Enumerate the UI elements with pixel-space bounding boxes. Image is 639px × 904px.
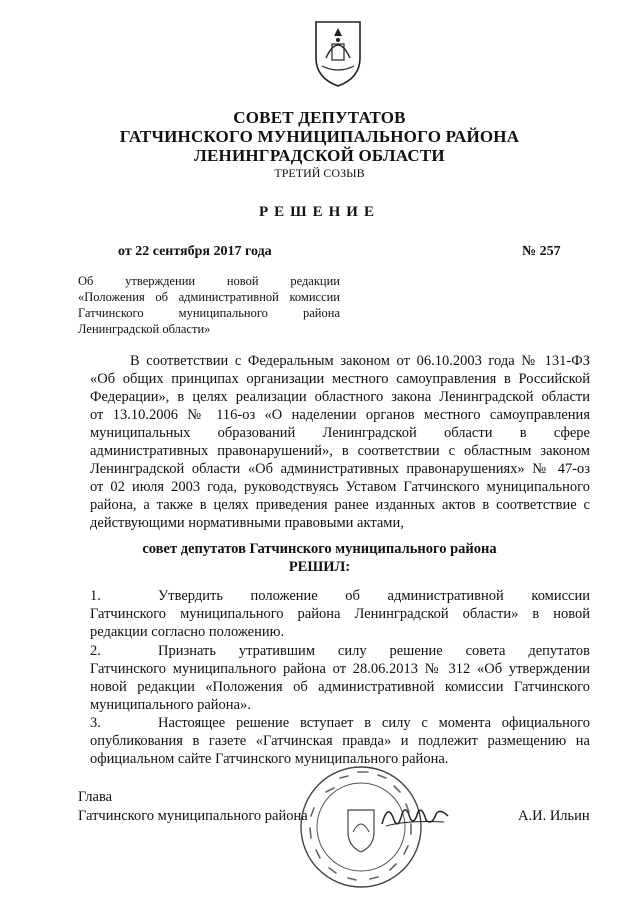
subject-line: Гатчинского муниципального района (78, 306, 340, 320)
item-line: муниципального района». (90, 697, 251, 713)
resolved-heading: РЕШИЛ: (288, 559, 351, 575)
decision-heading: РЕШЕНИЕ (259, 204, 380, 220)
decision-subject (78, 273, 340, 337)
decision-item-3 (90, 714, 590, 768)
preamble-line: Ленинградской области «Об административных правонарушениях» № 47-оз (90, 461, 590, 477)
preamble-line: от 02 июля 2003 года, руководствуясь Уставом Гатчинского муниципального (90, 479, 590, 495)
subject-line: «Положения об административной комиссии (78, 290, 340, 304)
subject-line: Об утверждении новой редакции (78, 274, 340, 288)
preamble-line: от 13.10.2006 № 116-оз «О наделении органов местного самоуправления (90, 407, 590, 423)
subject-line: Ленинградской области» (78, 322, 211, 336)
item-first-line: Настоящее решение вступает в силу с момента официального (158, 715, 590, 731)
region-title: ЛЕНИНГРАДСКОЙ ОБЛАСТИ (194, 146, 445, 165)
convocation-label: ТРЕТИЙ СОЗЫВ (274, 166, 365, 180)
handwritten-signature (378, 796, 452, 834)
item-number: 3. (90, 715, 101, 731)
council-title: СОВЕТ ДЕПУТАТОВ (233, 108, 406, 127)
decision-item-2 (90, 642, 590, 714)
signatory-position: Гатчинского муниципального района (78, 808, 308, 824)
item-line: редакции согласно положению. (90, 624, 285, 640)
preamble-line: Федерации», в целях реализации областного закона Ленинградской области (90, 389, 590, 405)
decision-item-1 (90, 587, 590, 641)
item-line: официальном сайте Гатчинского муниципального района. (90, 751, 449, 767)
item-line: Гатчинского муниципального района от 28.06.2013 № 312 «Об утверждении (90, 661, 590, 677)
signatory-name: А.И. Ильин (518, 808, 590, 824)
district-title: ГАТЧИНСКОГО МУНИЦИПАЛЬНОГО РАЙОНА (119, 127, 520, 146)
decision-number: № 257 (522, 244, 561, 259)
signatory-title: Глава (78, 789, 113, 805)
decision-date: от 22 сентября 2017 года (118, 244, 272, 259)
item-line: новой редакции «Положения об административной комиссии Гатчинского (90, 679, 590, 695)
item-line: опубликования в газете «Гатчинская правда» и подлежит размещению на (90, 733, 590, 749)
preamble-line: муниципальных образований Ленинградской области в сфере (90, 425, 590, 441)
preamble-line: административных правонарушений», в соответствии с областным законом (90, 443, 590, 459)
preamble (90, 352, 590, 532)
item-number: 1. (90, 588, 101, 604)
coat-of-arms-icon (312, 18, 364, 88)
item-number: 2. (90, 643, 101, 659)
preamble-line: действующими нормативными правовыми актами, (90, 515, 404, 531)
preamble-line: «Об общих принципах организации местного самоуправления в Российской (90, 371, 590, 387)
preamble-line: района, а также в целях приведения ранее изданных актов в соответствие с (90, 497, 590, 513)
item-first-line: Признать утратившим силу решение совета депутатов (158, 643, 590, 659)
item-line: Гатчинского муниципального района Ленинградской области» в новой (90, 606, 590, 622)
item-first-line: Утвердить положение об административной комиссии (158, 588, 590, 604)
resolved-body: совет депутатов Гатчинского муниципального района (142, 541, 497, 557)
preamble-line: В соответствии с Федеральным законом от 06.10.2003 года № 131-ФЗ (130, 353, 590, 369)
